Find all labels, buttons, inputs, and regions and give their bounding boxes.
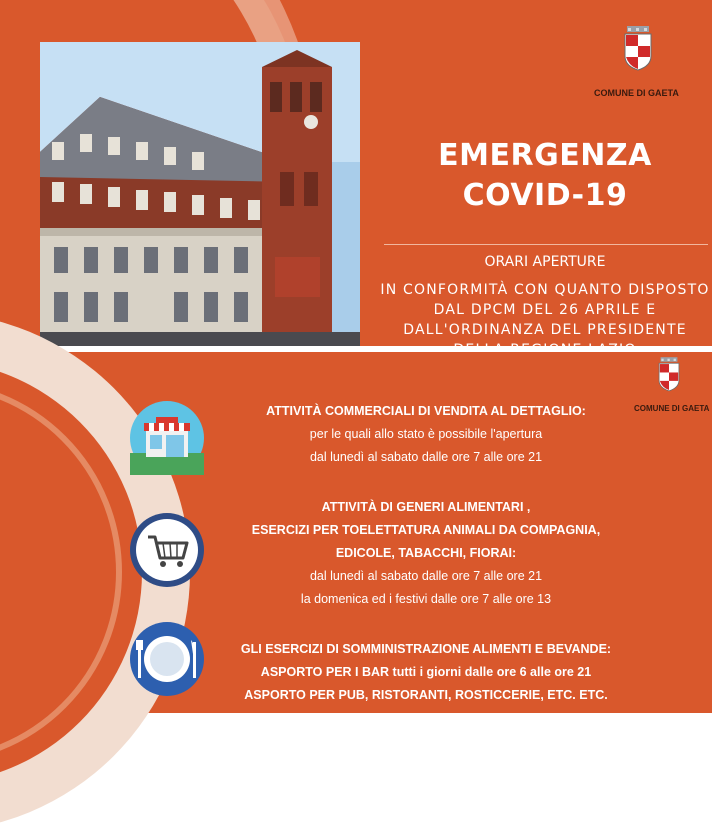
crest-label: COMUNE DI GAETA	[634, 404, 710, 413]
municipal-crest-icon	[621, 26, 655, 70]
title-line: EMERGENZA	[438, 138, 652, 173]
section-line: dal lunedì al sabato dalle ore 7 alle ore 21	[309, 450, 543, 464]
page-title	[380, 136, 710, 216]
section-heading: ATTIVITÀ COMMERCIALI DI VENDITA AL DETTAGLIO:	[266, 404, 586, 418]
section-food-shops	[226, 496, 626, 611]
divider	[384, 244, 708, 245]
section-line: ASPORTO PER PUB, RISTORANTI, ROSTICCERIE, ETC. ETC.	[244, 688, 608, 702]
shopping-cart-icon	[130, 513, 204, 587]
plate-cutlery-icon	[130, 622, 204, 696]
store-icon	[130, 401, 204, 475]
section-food-service	[226, 638, 626, 707]
section-line: ASPORTO PER I BAR tutti i giorni dalle ore 6 alle ore 21	[260, 665, 592, 679]
title-line: COVID-19	[462, 178, 628, 213]
municipal-crest-icon	[656, 356, 690, 392]
section-heading: EDICOLE, TABACCHI, FIORAI:	[335, 546, 517, 560]
section-heading: GLI ESERCIZI DI SOMMINISTRAZIONE ALIMENTI E BEVANDE:	[240, 642, 612, 656]
top-panel	[0, 0, 712, 346]
bottom-panel	[0, 352, 712, 713]
section-line: dal lunedì al sabato dalle ore 7 alle ore 21	[309, 569, 543, 583]
crest-label: COMUNE DI GAETA	[594, 88, 679, 98]
section-line: la domenica ed i festivi dalle ore 7 alle ore 13	[300, 592, 552, 606]
section-retail	[226, 400, 626, 469]
subtitle: ORARI APERTURE	[484, 254, 606, 270]
town-hall-photo	[40, 42, 360, 347]
conformity-text: IN CONFORMITÀ CON QUANTO DISPOSTO DAL DPCM DEL 26 APRILE E DALL'ORDINANZA DEL PRESIDENTE	[380, 282, 710, 338]
section-heading: ATTIVITÀ DI GENERI ALIMENTARI ,	[321, 500, 531, 514]
section-line: per le quali allo stato è possibile l'apertura	[309, 427, 543, 441]
section-heading: ESERCIZI PER TOELETTATURA ANIMALI DA COMPAGNIA,	[251, 523, 601, 537]
